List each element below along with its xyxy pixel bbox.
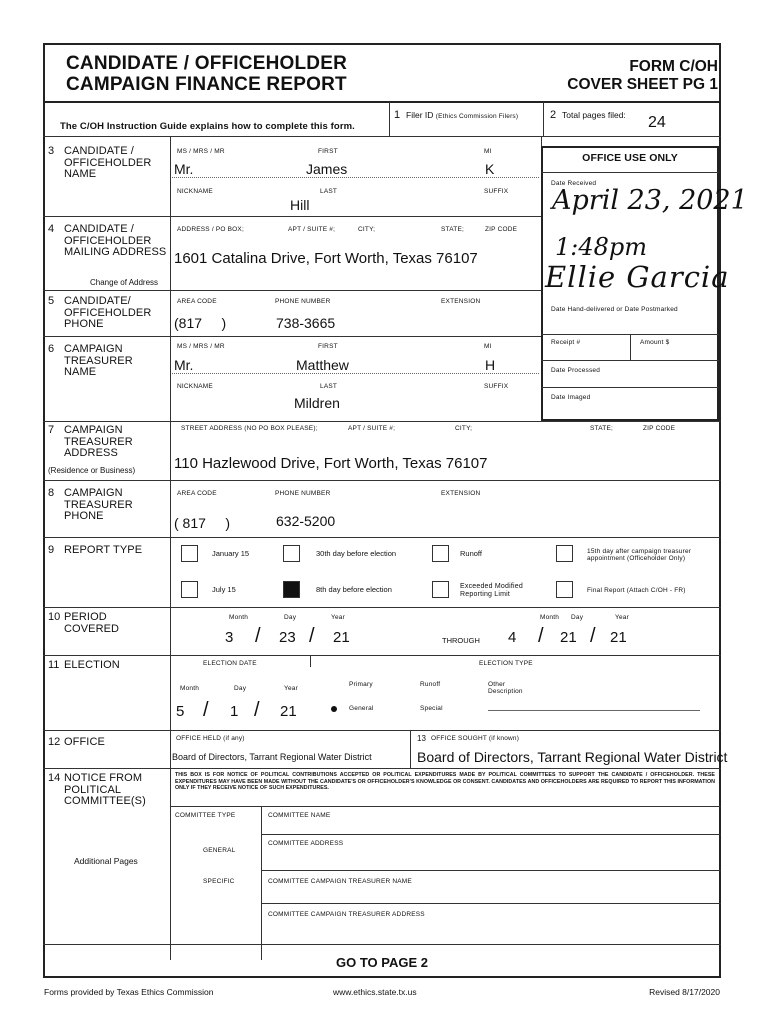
runoff-label: Runoff: [460, 549, 482, 558]
from-day-value: 23: [279, 629, 296, 646]
committee-specific-label: SPECIFIC: [203, 878, 235, 885]
section-14-label: NOTICE FROM POLITICAL COMMITTEE(S): [64, 772, 146, 807]
treas-prefix-label: MS / MRS / MR: [177, 343, 225, 350]
treas-mi-value: H: [485, 357, 496, 373]
form-code: FORM C/OH: [629, 58, 718, 75]
cand-mi-value: K: [485, 161, 495, 177]
date-processed-label: Date Processed: [551, 367, 601, 374]
to-month-value: 4: [508, 629, 517, 646]
total-pages-label: Total pages filed:: [562, 110, 626, 120]
30day-label: 30th day before election: [316, 549, 397, 558]
jan15-label: January 15: [212, 549, 250, 558]
treas-first-label: FIRST: [318, 343, 338, 350]
filer-id-label: Filer ID (Ethics Commission Filers): [406, 110, 519, 120]
treas-nickname-label: NICKNAME: [177, 383, 213, 390]
footer-provided-by: Forms provided by Texas Ethics Commission: [44, 987, 214, 997]
treas-phone-value: 632-5200: [276, 513, 336, 529]
from-slash-1: /: [255, 625, 261, 647]
runoff-election-label: Runoff: [420, 681, 441, 688]
election-month-label: Month: [180, 685, 200, 692]
go-to-page-2: GO TO PAGE 2: [336, 955, 428, 970]
office-use-title: OFFICE USE ONLY: [582, 152, 678, 164]
committee-general-label: GENERAL: [203, 847, 236, 854]
treas-area-value: ( 817 ): [174, 515, 231, 531]
treas-apt-label: APT / SUITE #;: [348, 425, 396, 432]
section-6-num: 6: [48, 343, 55, 355]
treas-prefix-value: Mr.: [174, 357, 194, 373]
final-report-checkbox[interactable]: [556, 581, 573, 598]
section-11-label: ELECTION: [64, 659, 120, 671]
section-6-label: CAMPAIGN TREASURER NAME: [64, 343, 133, 378]
election-month-value: 5: [176, 703, 185, 720]
cand-city-label: CITY;: [358, 226, 376, 233]
to-slash-2: /: [590, 625, 596, 647]
jul15-checkbox[interactable]: [181, 581, 198, 598]
to-year-label: Year: [615, 614, 629, 621]
other-description-label: Other Description: [488, 681, 523, 695]
treas-last-label: LAST: [320, 383, 338, 390]
section-10-num: 10: [48, 611, 61, 623]
election-year-label: Year: [284, 685, 298, 692]
from-day-label: Day: [284, 614, 297, 621]
section-12-label: OFFICE: [64, 736, 105, 748]
treas-state-label: STATE;: [590, 425, 613, 432]
committee-type-label: COMMITTEE TYPE: [175, 812, 236, 819]
section-9-label: REPORT TYPE: [64, 544, 143, 556]
section-3-num: 3: [48, 145, 55, 157]
section-3-label: CANDIDATE / OFFICEHOLDER NAME: [64, 145, 152, 180]
section-5-label: CANDIDATE/ OFFICEHOLDER PHONE: [64, 295, 152, 330]
cand-prefix-label: MS / MRS / MR: [177, 148, 225, 155]
through-label: THROUGH: [442, 636, 480, 645]
cand-nickname-label: NICKNAME: [177, 188, 213, 195]
treas-area-label: AREA CODE: [177, 490, 217, 497]
treas-mi-label: MI: [484, 343, 492, 350]
section-9-num: 9: [48, 544, 55, 556]
to-year-value: 21: [610, 629, 627, 646]
special-label: Special: [420, 705, 443, 712]
cand-ext-label: EXTENSION: [441, 298, 481, 305]
treas-zip-label: ZIP CODE: [643, 425, 676, 432]
15day-checkbox[interactable]: [556, 545, 573, 562]
to-slash-1: /: [538, 625, 544, 647]
section-5-num: 5: [48, 295, 55, 307]
cand-first-label: FIRST: [318, 148, 338, 155]
exceeded-label: Exceeded Modified Reporting Limit: [460, 583, 523, 598]
receipt-label: Receipt #: [551, 339, 581, 346]
section-7-label: CAMPAIGN TREASURER ADDRESS: [64, 424, 133, 459]
cand-phone-label: PHONE NUMBER: [275, 298, 331, 305]
residence-business-note: (Residence or Business): [48, 466, 136, 475]
section-13-num: 13: [417, 734, 426, 743]
treas-suffix-label: SUFFIX: [484, 383, 509, 390]
section-8-label: CAMPAIGN TREASURER PHONE: [64, 487, 133, 522]
received-signature: Ellie Garcia: [545, 260, 730, 294]
form-subtitle: COVER SHEET PG 1: [567, 76, 718, 93]
office-held-value: Board of Directors, Tarrant Regional Water District: [172, 752, 372, 762]
committee-treasurer-name-label: COMMITTEE CAMPAIGN TREASURER NAME: [268, 878, 412, 885]
committee-name-label: COMMITTEE NAME: [268, 812, 331, 819]
election-day-value: 1: [230, 703, 239, 720]
committee-address-label: COMMITTEE ADDRESS: [268, 840, 344, 847]
general-selected-dot[interactable]: [331, 706, 337, 712]
election-slash-1: /: [203, 699, 209, 721]
final-report-label: Final Report (Attach C/OH - FR): [587, 587, 686, 594]
exceeded-checkbox[interactable]: [432, 581, 449, 598]
primary-label: Primary: [349, 681, 373, 688]
footer-website: www.ethics.state.tx.us: [333, 987, 417, 997]
notice-disclaimer-text: THIS BOX IS FOR NOTICE OF POLITICAL CONTRIBUTIONS ACCEPTED OR POLITICAL EXPENDITURES MADE BY POLITICAL COMMITTEES TO SUPPORT THE CANDIDATE / OFFICEHOLDER. THESE EXPENDITURES MAY HAVE BEEN MADE WITHOUT THE CANDIDATE'S OR OFFICEHOLDER'S KNOWLEDGE OR CONSENT. CANDIDATES AND OFFICEHOLDERS ARE REQUIRED TO REPORT THIS INFORMATION ONLY IF THEY RECEIVE NOTICE OF SUCH EXPENDITURES.: [175, 772, 715, 792]
hand-delivered-label: Date Hand-delivered or Date Postmarked: [551, 306, 678, 313]
time-received-value: 1:48pm: [555, 233, 648, 261]
office-sought-label: OFFICE SOUGHT (if known): [431, 735, 520, 742]
8day-checkbox[interactable]: [283, 581, 300, 598]
from-year-value: 21: [333, 629, 350, 646]
8day-label: 8th day before election: [316, 585, 392, 594]
election-day-label: Day: [234, 685, 247, 692]
from-month-value: 3: [225, 629, 234, 646]
section-4-label: CANDIDATE / OFFICEHOLDER MAILING ADDRESS: [64, 223, 167, 258]
amount-label: Amount $: [640, 339, 670, 346]
committee-treasurer-address-label: COMMITTEE CAMPAIGN TREASURER ADDRESS: [268, 911, 425, 918]
footer-revised-date: Revised 8/17/2020: [649, 987, 720, 997]
to-month-label: Month: [540, 614, 560, 621]
jul15-label: July 15: [212, 585, 236, 594]
section-12-num: 12: [48, 736, 61, 748]
election-year-value: 21: [280, 703, 297, 720]
section-8-num: 8: [48, 487, 55, 499]
cand-zip-label: ZIP CODE: [485, 226, 518, 233]
treas-ext-label: EXTENSION: [441, 490, 481, 497]
cand-apt-label: APT / SUITE #;: [288, 226, 336, 233]
election-date-label: ELECTION DATE: [203, 660, 257, 667]
section-7-num: 7: [48, 424, 55, 436]
cand-first-value: James: [306, 161, 348, 177]
cand-suffix-label: SUFFIX: [484, 188, 509, 195]
change-of-address-label: Change of Address: [90, 278, 159, 287]
treas-city-label: CITY;: [455, 425, 473, 432]
from-slash-2: /: [309, 625, 315, 647]
30day-checkbox[interactable]: [283, 545, 300, 562]
cand-address-value: 1601 Catalina Drive, Fort Worth, Texas 76107: [174, 250, 478, 267]
cand-phone-value: 738-3665: [276, 315, 336, 331]
jan15-checkbox[interactable]: [181, 545, 198, 562]
section-10-label: PERIOD COVERED: [64, 611, 120, 635]
treas-address-value: 110 Hazlewood Drive, Fort Worth, Texas 76107: [174, 455, 488, 472]
section-11-num: 11: [48, 659, 60, 671]
cand-last-value: Hill: [290, 197, 310, 213]
election-slash-2: /: [254, 699, 260, 721]
office-held-label: OFFICE HELD (if any): [176, 735, 245, 742]
date-received-value: April 23, 2021: [552, 185, 748, 216]
total-pages-num: 2: [550, 109, 557, 121]
form-title-line2: CAMPAIGN FINANCE REPORT: [66, 74, 347, 95]
cand-area-label: AREA CODE: [177, 298, 217, 305]
form-title-line1: CANDIDATE / OFFICEHOLDER: [66, 53, 347, 74]
general-label: General: [349, 705, 374, 712]
filer-id-num: 1: [394, 109, 401, 121]
cand-prefix-value: Mr.: [174, 161, 194, 177]
office-sought-value: Board of Directors, Tarrant Regional Water District: [417, 749, 728, 765]
15day-label: 15th day after campaign treasurer appointment (Officeholder Only): [587, 548, 692, 562]
cand-last-label: LAST: [320, 188, 338, 195]
date-imaged-label: Date Imaged: [551, 394, 591, 401]
cand-state-label: STATE;: [441, 226, 464, 233]
from-year-label: Year: [331, 614, 345, 621]
section-14-num: 14: [48, 772, 61, 784]
instructions-text: The C/OH Instruction Guide explains how to complete this form.: [60, 121, 355, 132]
to-day-value: 21: [560, 629, 577, 646]
cand-mi-label: MI: [484, 148, 492, 155]
section-4-num: 4: [48, 223, 55, 235]
treas-street-label: STREET ADDRESS (NO PO BOX PLEASE);: [181, 425, 318, 432]
additional-pages-label: Additional Pages: [74, 856, 138, 866]
treas-first-value: Matthew: [296, 357, 349, 373]
treas-phone-label: PHONE NUMBER: [275, 490, 331, 497]
total-pages-value: 24: [648, 114, 666, 131]
date-received-label: Date Received: [551, 180, 597, 187]
to-day-label: Day: [571, 614, 584, 621]
treas-last-value: Mildren: [294, 395, 340, 411]
from-month-label: Month: [229, 614, 249, 621]
election-type-label: ELECTION TYPE: [479, 660, 533, 667]
runoff-checkbox[interactable]: [432, 545, 449, 562]
cand-area-value: (817 ): [174, 315, 227, 331]
cand-address-label: ADDRESS / PO BOX;: [177, 226, 244, 233]
